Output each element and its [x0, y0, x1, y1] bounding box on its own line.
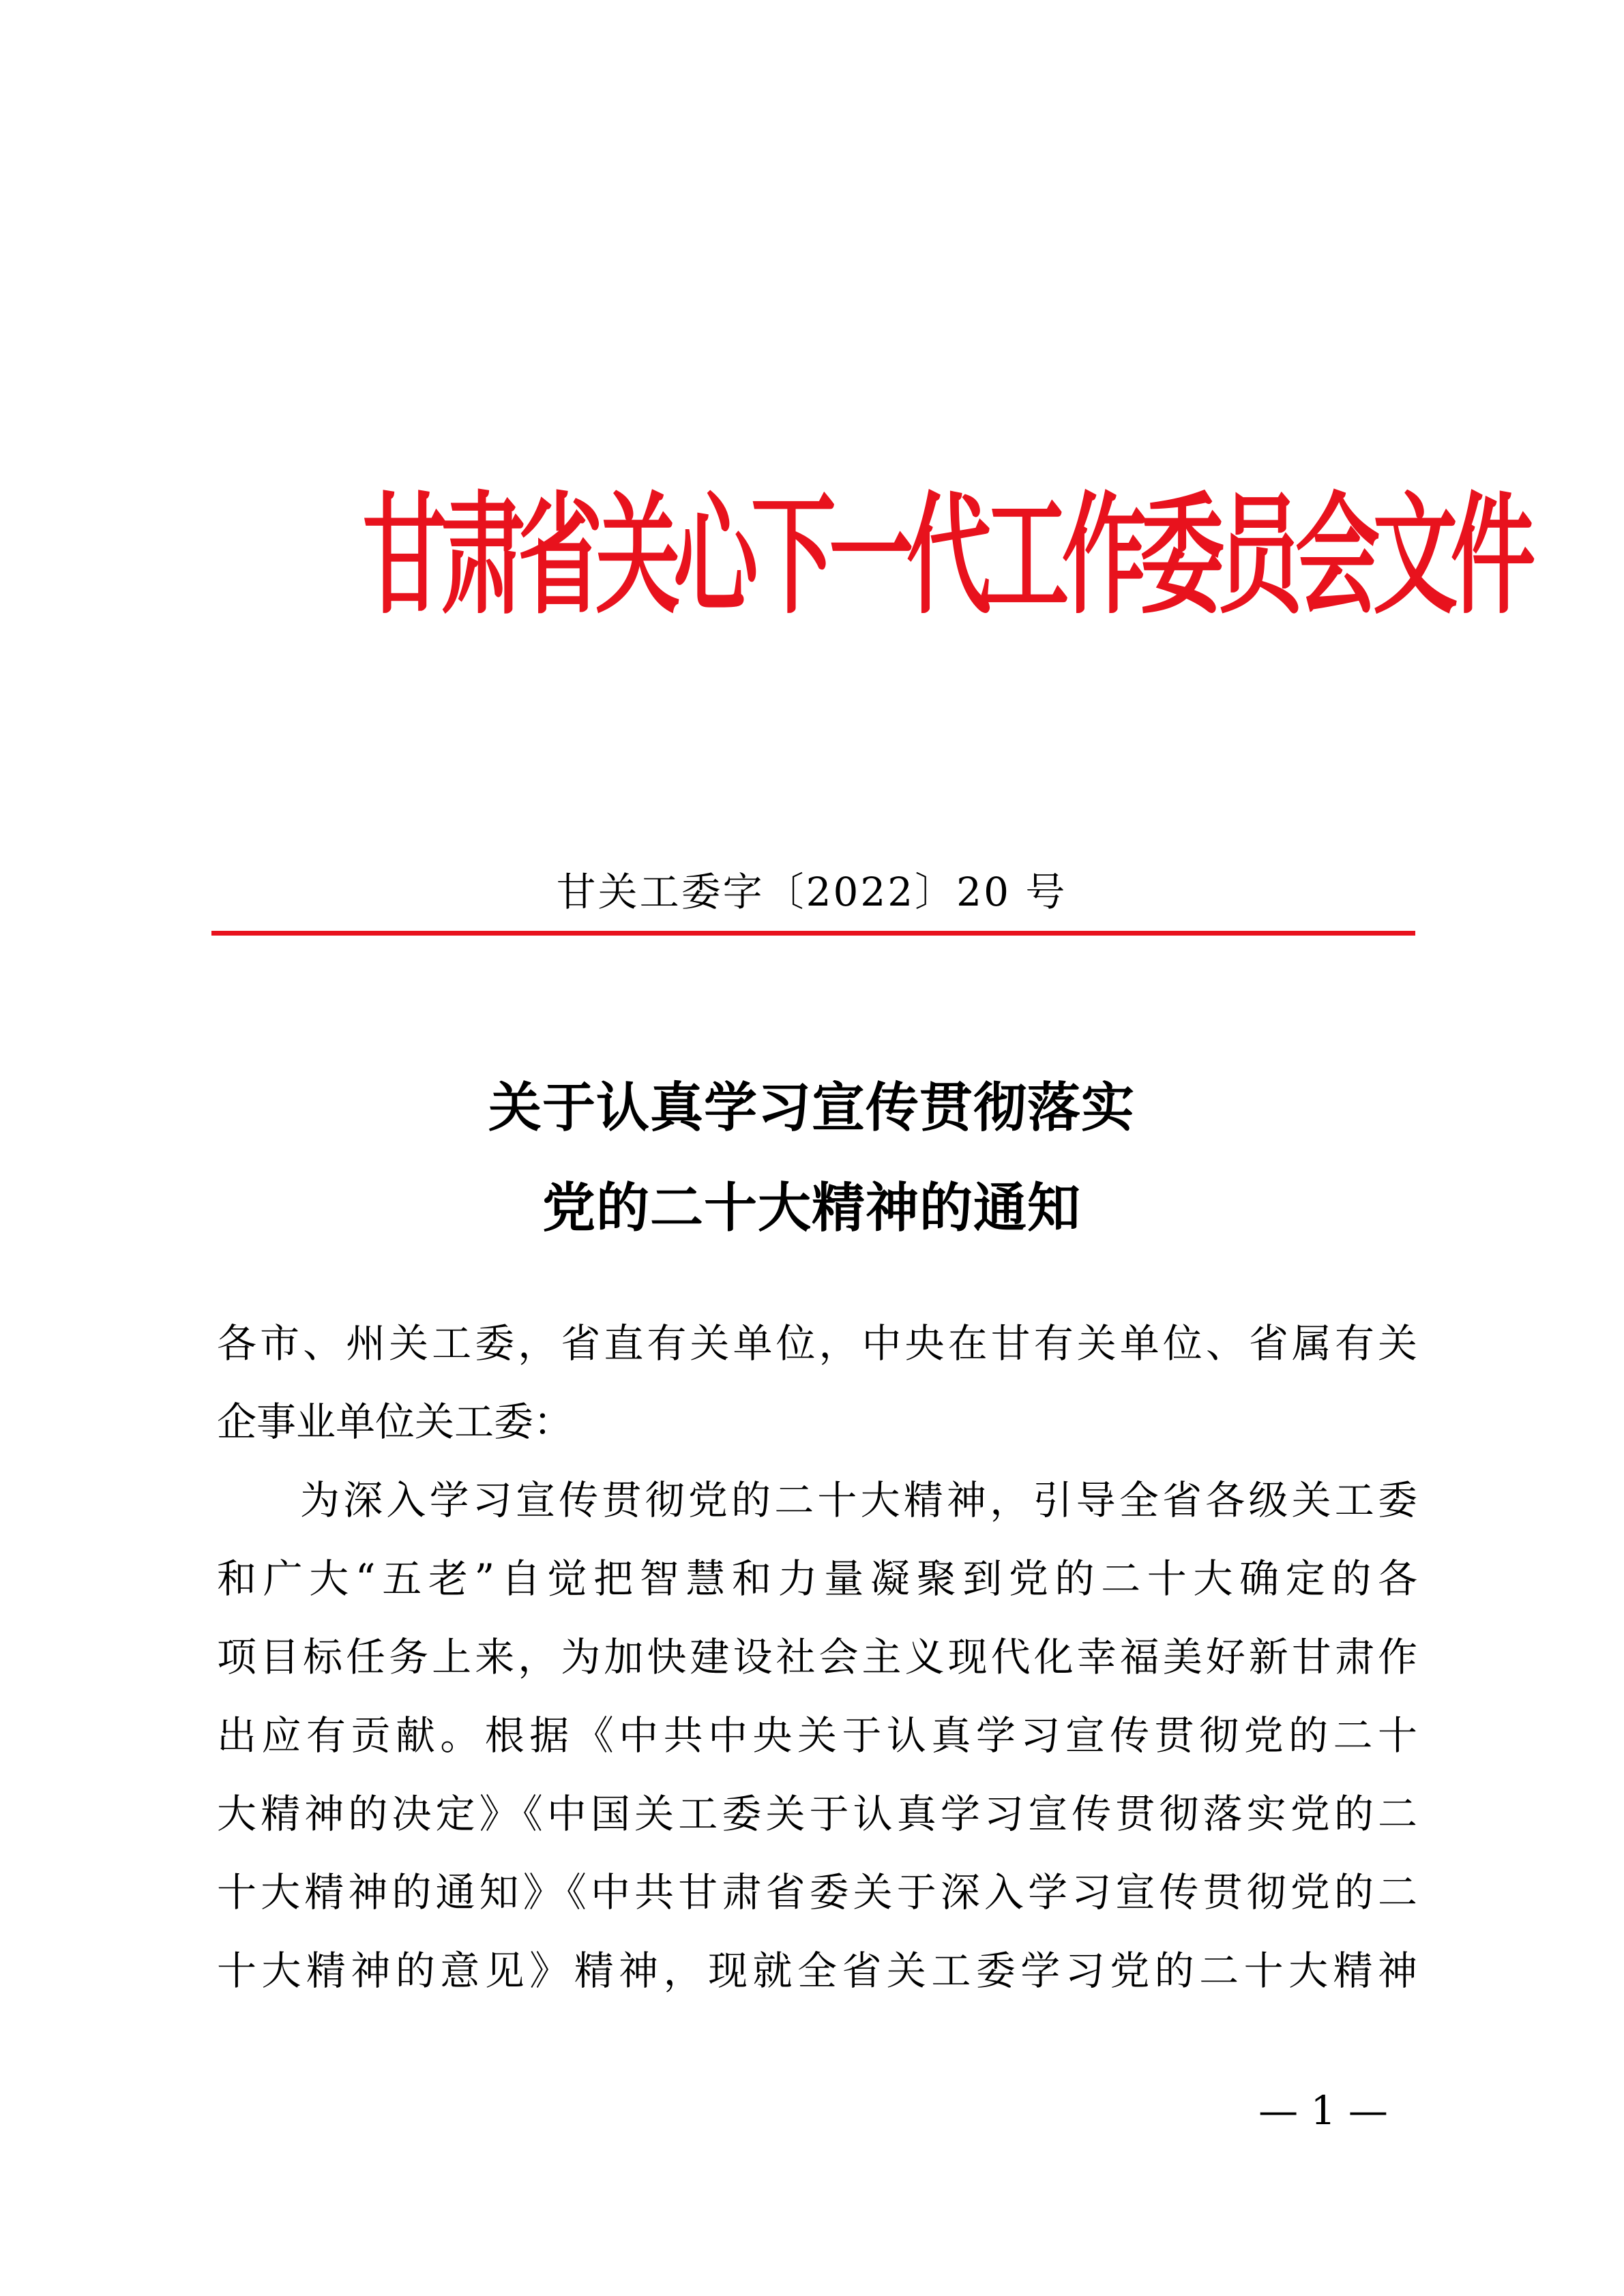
- body-line-8: 十大精神的通知》《中共甘肃省委关于深入学习宣传贯彻党的二: [217, 1869, 1417, 1915]
- page-number: — 1 —: [1258, 2087, 1388, 2134]
- body-line-9: 十大精神的意见》精神，现就全省关工委学习党的二十大精神: [217, 1948, 1417, 1994]
- red-divider-line: [211, 931, 1415, 936]
- body-line-3: 为深入学习宣传贯彻党的二十大精神，引导全省各级关工委: [300, 1477, 1417, 1523]
- body-line-2: 企事业单位关工委：: [217, 1399, 574, 1445]
- body-line-6: 出应有贡献。根据《中共中央关于认真学习宣传贯彻党的二十: [217, 1712, 1417, 1759]
- masthead-title: 甘肃省关心下一代工作委员会文件: [362, 479, 1529, 632]
- body-line-1: 各市、州关工委，省直有关单位，中央在甘有关单位、省属有关: [217, 1320, 1417, 1367]
- document-number: 甘关工委字〔2022〕20 号: [556, 869, 1067, 915]
- body-line-4: 和广大“五老”自觉把智慧和力量凝聚到党的二十大确定的各: [217, 1555, 1417, 1602]
- body-line-7: 大精神的决定》《中国关工委关于认真学习宣传贯彻落实党的二: [217, 1791, 1417, 1837]
- document-title-line-1: 关于认真学习宣传贯彻落实: [488, 1077, 1135, 1139]
- body-line-5: 项目标任务上来，为加快建设社会主义现代化幸福美好新甘肃作: [217, 1634, 1417, 1680]
- document-title-line-2: 党的二十大精神的通知: [542, 1177, 1081, 1239]
